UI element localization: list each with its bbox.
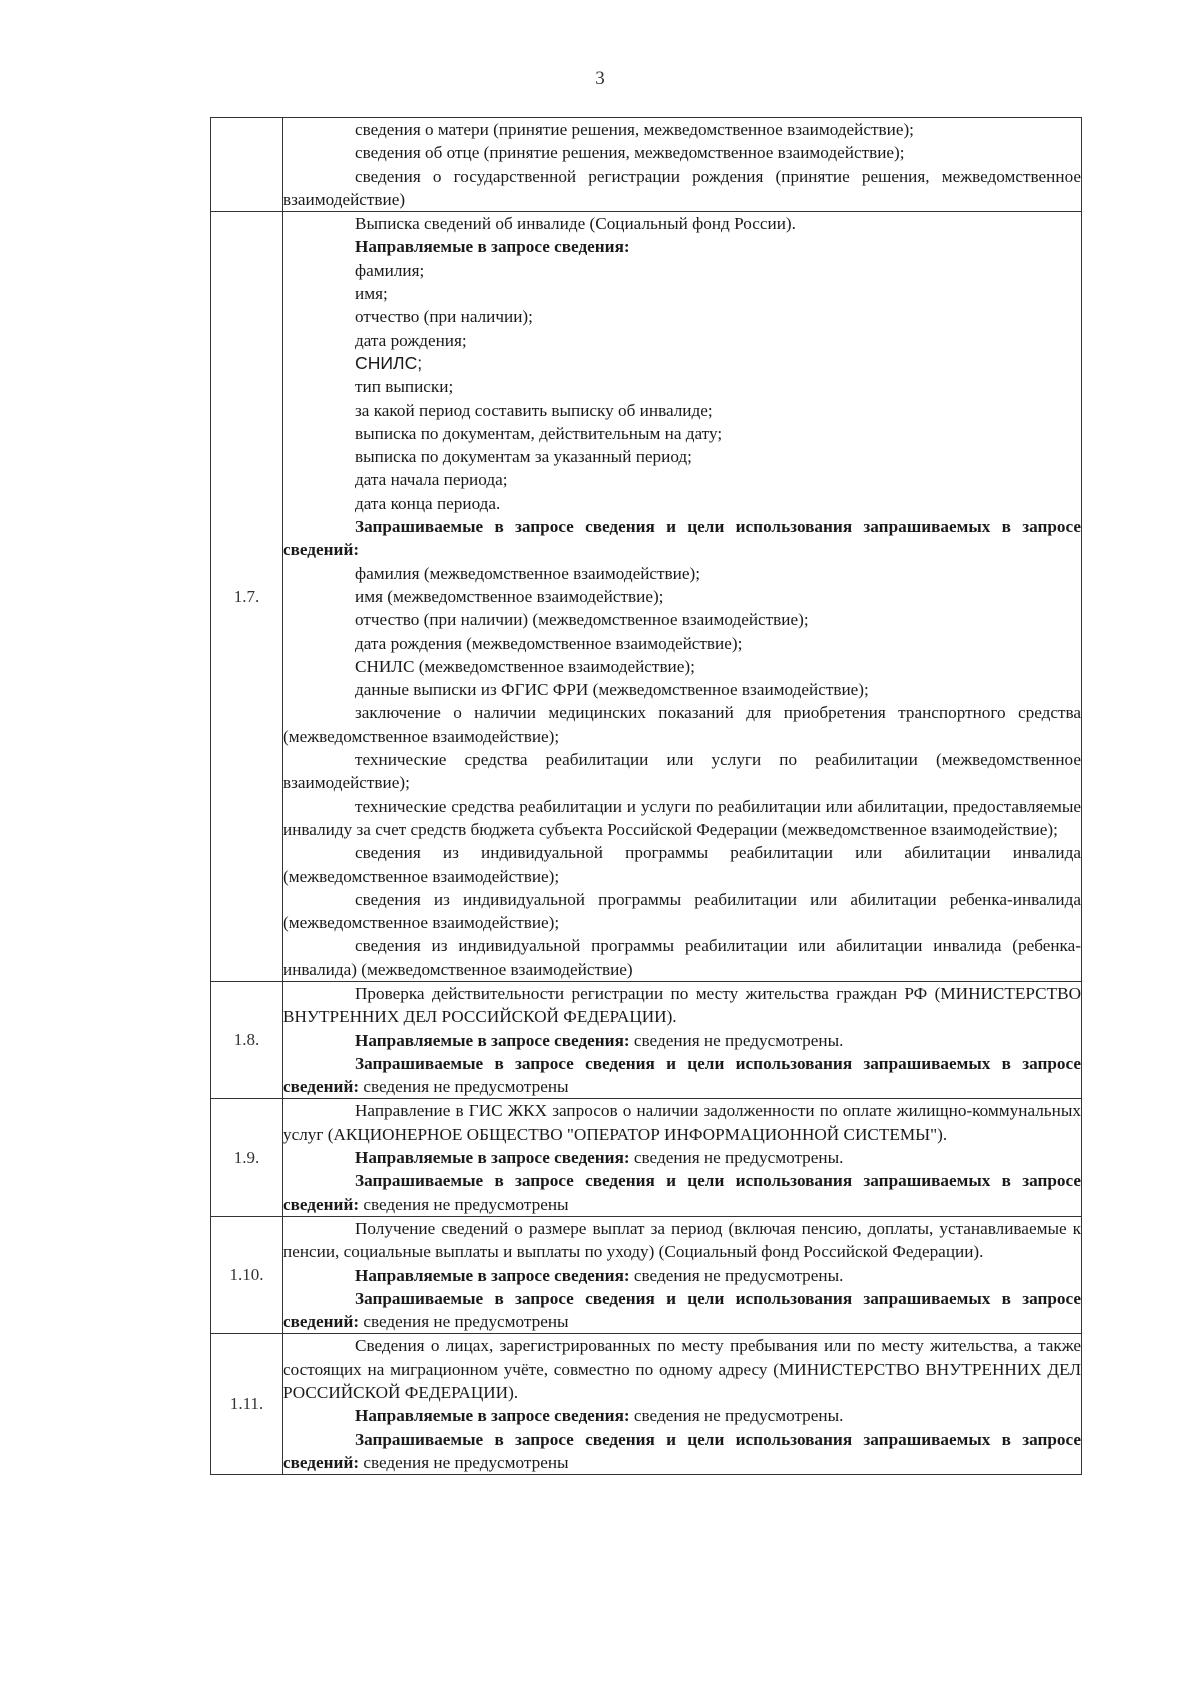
paragraph: дата рождения (межведомственное взаимодействие); bbox=[355, 633, 743, 653]
row-number bbox=[211, 118, 283, 212]
paragraph: СНИЛС; bbox=[355, 352, 423, 373]
paragraph: за какой период составить выписку об инвалиде; bbox=[355, 400, 713, 420]
paragraph: Сведения о лицах, зарегистрированных по месту пребывания или по месту жительства, а также состоящих на миграционном учёте, совместно по одному адресу (МИНИСТЕРСТВО ВНУТРЕННИХ ДЕЛ РОССИЙСКОЙ ФЕДЕРАЦИИ). bbox=[283, 1336, 1081, 1403]
row-description bbox=[283, 118, 1082, 212]
paragraph: дата начала периода; bbox=[355, 470, 508, 490]
table-row bbox=[211, 981, 1082, 1098]
bold-heading: Запрашиваемые в запросе сведения и цели использования запрашиваемых в запросе сведений: bbox=[283, 1288, 1081, 1332]
paragraph-text: сведения не предусмотрены bbox=[359, 1312, 569, 1332]
paragraph: СНИЛС (межведомственное взаимодействие); bbox=[355, 656, 695, 676]
paragraph-text: сведения не предусмотрены bbox=[359, 1452, 569, 1472]
bold-heading: Запрашиваемые в запросе сведения и цели использования запрашиваемых в запросе сведений: bbox=[283, 1171, 1081, 1214]
paragraph: выписка по документам за указанный период; bbox=[355, 447, 692, 467]
services-table bbox=[210, 117, 1082, 1475]
paragraph-text: сведения не предусмотрены bbox=[359, 1077, 569, 1097]
paragraph: Выписка сведений об инвалиде (Социальный фонд России). bbox=[355, 214, 796, 234]
row-number: 1.8. bbox=[211, 981, 283, 1098]
paragraph: технические средства реабилитации или услуги по реабилитации (межведомственное взаимодействие); bbox=[283, 750, 1081, 793]
paragraph-text: сведения не предусмотрены bbox=[359, 1194, 569, 1214]
table-row bbox=[211, 1334, 1082, 1475]
paragraph bbox=[283, 1404, 1081, 1427]
row-description bbox=[283, 1334, 1082, 1475]
paragraph bbox=[283, 1052, 1081, 1099]
paragraph: имя (межведомственное взаимодействие); bbox=[355, 586, 664, 606]
paragraph: Направляемые в запросе сведения: bbox=[355, 237, 630, 257]
paragraph: технические средства реабилитации и услуги по реабилитации или абилитации, предоставляемые инвалиду за счет средств бюджета субъекта Российской Федерации (межведомственное взаимодействие); bbox=[283, 796, 1081, 839]
paragraph bbox=[283, 1287, 1081, 1334]
paragraph-text: сведения не предусмотрены. bbox=[629, 1265, 844, 1285]
paragraph: данные выписки из ФГИС ФРИ (межведомственное взаимодействие); bbox=[355, 680, 869, 700]
bold-heading: Направляемые в запросе сведения: bbox=[355, 1265, 630, 1285]
bold-heading: Направляемые в запросе сведения: bbox=[355, 1030, 630, 1050]
paragraph: тип выписки; bbox=[355, 377, 454, 397]
paragraph: сведения из индивидуальной программы реабилитации или абилитации инвалида (межведомственное взаимодействие); bbox=[283, 843, 1081, 886]
table-row bbox=[211, 1099, 1082, 1216]
paragraph: Направление в ГИС ЖКХ запросов о наличии задолженности по оплате жилищно-коммунальных услуг (АКЦИОНЕРНОЕ ОБЩЕСТВО "ОПЕРАТОР ИНФОРМАЦИОННОЙ СИСТЕМЫ"). bbox=[283, 1101, 1081, 1144]
table-row bbox=[211, 212, 1082, 982]
paragraph-text: сведения не предусмотрены. bbox=[629, 1030, 844, 1050]
paragraph bbox=[283, 1029, 1081, 1052]
paragraph: дата рождения; bbox=[355, 330, 467, 350]
paragraph bbox=[283, 1428, 1081, 1475]
paragraph: сведения об отце (принятие решения, межведомственное взаимодействие); bbox=[355, 143, 905, 163]
table-row bbox=[211, 118, 1082, 212]
paragraph bbox=[283, 1264, 1081, 1287]
paragraph bbox=[283, 1169, 1081, 1216]
row-number: 1.9. bbox=[211, 1099, 283, 1216]
row-number: 1.7. bbox=[211, 212, 283, 982]
paragraph-text: сведения не предусмотрены. bbox=[629, 1148, 844, 1168]
paragraph: имя; bbox=[355, 284, 388, 304]
bold-heading: Запрашиваемые в запросе сведения и цели использования запрашиваемых в запросе сведений: bbox=[283, 1053, 1081, 1097]
paragraph: сведения из индивидуальной программы реабилитации или абилитации инвалида (ребенка-инвалида) (межведомственное взаимодействие) bbox=[283, 936, 1081, 979]
table-body bbox=[211, 118, 1082, 1475]
paragraph: фамилия; bbox=[355, 260, 425, 280]
row-description bbox=[283, 1099, 1082, 1216]
paragraph: дата конца периода. bbox=[355, 493, 501, 513]
paragraph: Проверка действительности регистрации по месту жительства граждан РФ (МИНИСТЕРСТВО ВНУТРЕННИХ ДЕЛ РОССИЙСКОЙ ФЕДЕРАЦИИ). bbox=[283, 983, 1081, 1027]
paragraph: Запрашиваемые в запросе сведения и цели использования запрашиваемых в запросе сведений: bbox=[283, 517, 1081, 560]
paragraph: отчество (при наличии); bbox=[355, 307, 533, 327]
paragraph-text: сведения не предусмотрены. bbox=[629, 1406, 844, 1426]
page-number: 3 bbox=[595, 68, 605, 89]
paragraph: заключение о наличии медицинских показаний для приобретения транспортного средства (межведомственное взаимодействие); bbox=[283, 703, 1081, 746]
paragraph: сведения о матери (принятие решения, межведомственное взаимодействие); bbox=[355, 120, 914, 139]
row-number: 1.10. bbox=[211, 1216, 283, 1333]
bold-heading: Направляемые в запросе сведения: bbox=[355, 1148, 630, 1168]
row-description bbox=[283, 1216, 1082, 1333]
paragraph bbox=[283, 1146, 1081, 1169]
paragraph: Получение сведений о размере выплат за период (включая пенсию, доплаты, устанавливаемые к пенсии, социальные выплаты и выплаты по уходу) (Социальный фонд Российской Федерации). bbox=[283, 1218, 1081, 1262]
row-number: 1.11. bbox=[211, 1334, 283, 1475]
row-description bbox=[283, 212, 1082, 982]
paragraph: фамилия (межведомственное взаимодействие); bbox=[355, 563, 700, 583]
bold-heading: Направляемые в запросе сведения: bbox=[355, 1406, 630, 1426]
row-description bbox=[283, 981, 1082, 1098]
bold-heading: Запрашиваемые в запросе сведения и цели использования запрашиваемых в запросе сведений: bbox=[283, 1429, 1081, 1472]
paragraph: выписка по документам, действительным на дату; bbox=[355, 423, 723, 443]
paragraph: сведения из индивидуальной программы реабилитации или абилитации ребенка-инвалида (межведомственное взаимодействие); bbox=[283, 889, 1081, 933]
table-row bbox=[211, 1216, 1082, 1333]
paragraph: отчество (при наличии) (межведомственное взаимодействие); bbox=[355, 610, 809, 630]
paragraph: сведения о государственной регистрации рождения (принятие решения, межведомственное взаимодействие) bbox=[283, 166, 1081, 209]
